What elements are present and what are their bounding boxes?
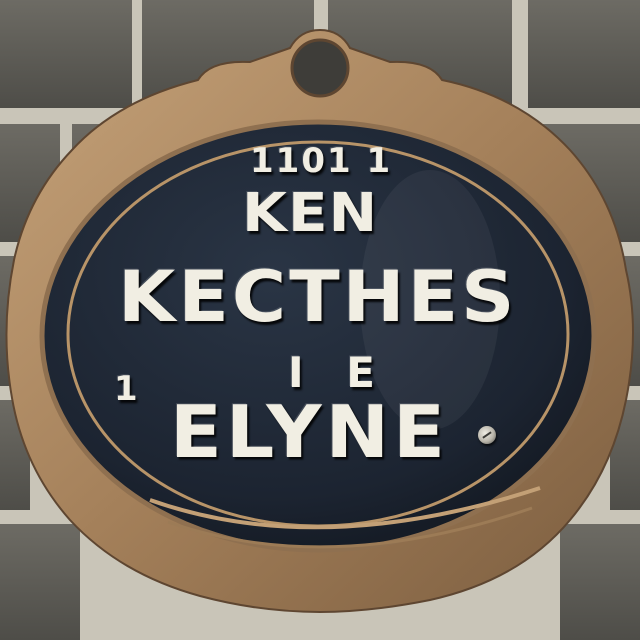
- plaque-side-mark: 1: [114, 369, 138, 409]
- screw-icon: [478, 426, 496, 444]
- plaque-line-elyne: ELYNE: [170, 389, 450, 474]
- plaque-line-number: 1101 1: [250, 141, 393, 181]
- plaque-line-ken: KEN: [242, 181, 379, 244]
- plaque-line-ie: I E: [288, 348, 389, 397]
- plaque-line-kecthes: KECTHES: [118, 256, 518, 338]
- hanging-hole: [292, 40, 348, 96]
